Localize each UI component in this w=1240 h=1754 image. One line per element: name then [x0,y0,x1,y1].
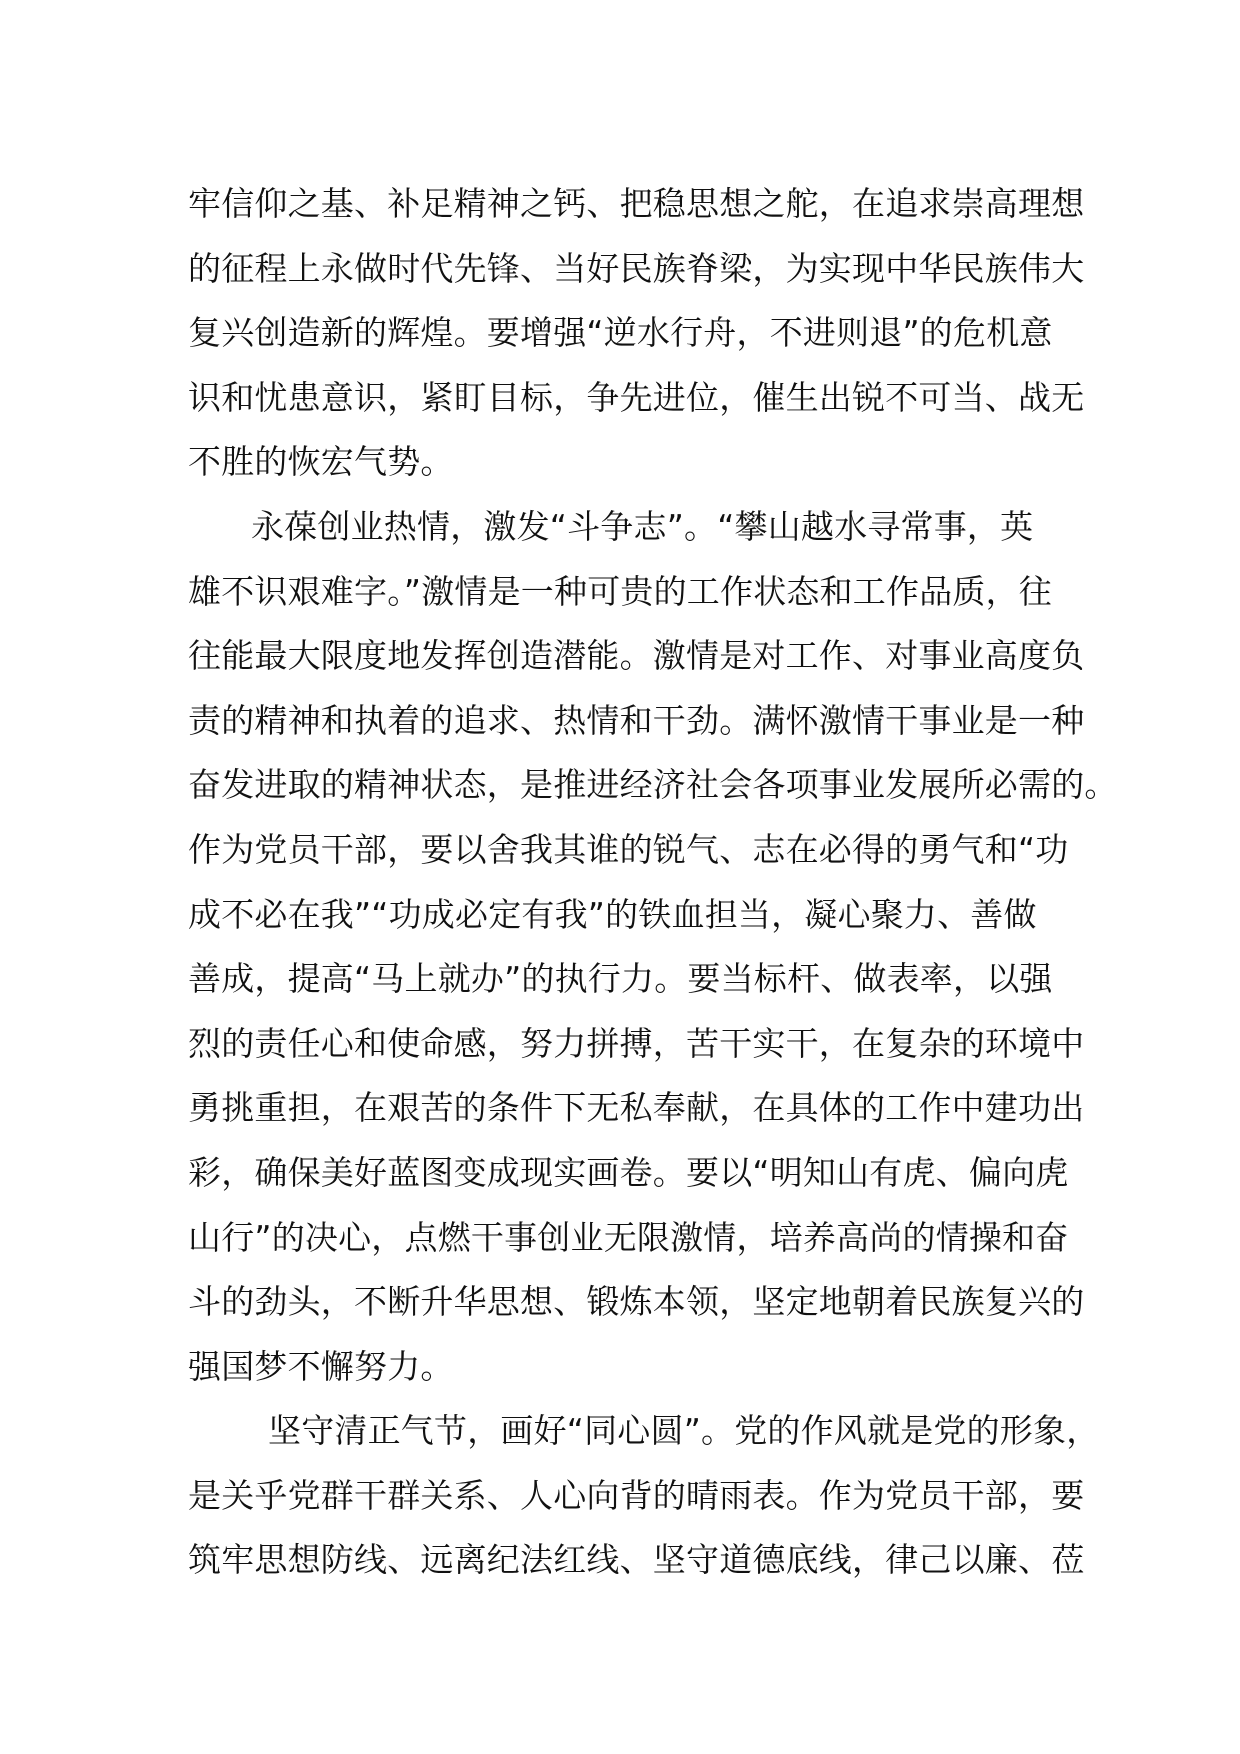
text-line: 烈的责任心和使命感，努力拼搏，苦干实干，在复杂的环境中 [188,1023,1085,1063]
text-line: 往能最大限度地发挥创造潜能。激情是对工作、对事业高度负 [188,636,1085,676]
text-line: 筑牢思想防线、远离纪法红线、坚守道德底线，律己以廉、莅 [188,1540,1085,1580]
paragraph-start-line: 永葆创业热情，激发“斗争志”。“攀山越水寻常事，英 [251,506,1034,546]
text-line: 复兴创造新的辉煌。要增强“逆水行舟，不进则退”的危机意 [188,313,1053,353]
text-line: 成不必在我”“功成必定有我”的铁血担当，凝心聚力、善做 [188,894,1037,934]
text-line: 作为党员干部，要以舍我其谁的锐气、志在必得的勇气和“功 [188,829,1069,869]
text-line: 奋发进取的精神状态，是推进经济社会各项事业发展所必需的。 [188,765,1118,805]
text-line: 牢信仰之基、补足精神之钙、把稳思想之舵，在追求崇高理想 [188,184,1085,223]
paragraph-start-line: 坚守清正气节，画好“同心圆”。党的作风就是党的形象， [268,1411,1100,1451]
text-line: 山行”的决心，点燃干事创业无限激情，培养高尚的情操和奋 [188,1217,1069,1257]
text-line: 强国梦不懈努力。 [188,1346,454,1386]
text-line: 勇挑重担，在艰苦的条件下无私奉献，在具体的工作中建功出 [188,1088,1085,1128]
text-line: 识和忧患意识，紧盯目标，争先进位，催生出锐不可当、战无 [188,377,1085,417]
text-line: 斗的劲头，不断升华思想、锻炼本领，坚定地朝着民族复兴的 [188,1282,1085,1322]
text-line: 的征程上永做时代先锋、当好民族脊梁，为实现中华民族伟大 [188,248,1085,288]
text-line: 善成，提高“马上就办”的执行力。要当标杆、做表率，以强 [188,959,1053,999]
text-line: 彩，确保美好蓝图变成现实画卷。要以“明知山有虎、偏向虎 [188,1152,1069,1192]
body-text [188,172,1118,1593]
text-line: 不胜的恢宏气势。 [188,442,454,482]
text-line: 雄不识艰难字。”激情是一种可贵的工作状态和工作品质，往 [188,571,1052,611]
text-line: 责的精神和执着的追求、热情和干劲。满怀激情干事业是一种 [188,700,1085,740]
text-line: 是关乎党群干群关系、人心向背的晴雨表。作为党员干部，要 [188,1475,1085,1515]
